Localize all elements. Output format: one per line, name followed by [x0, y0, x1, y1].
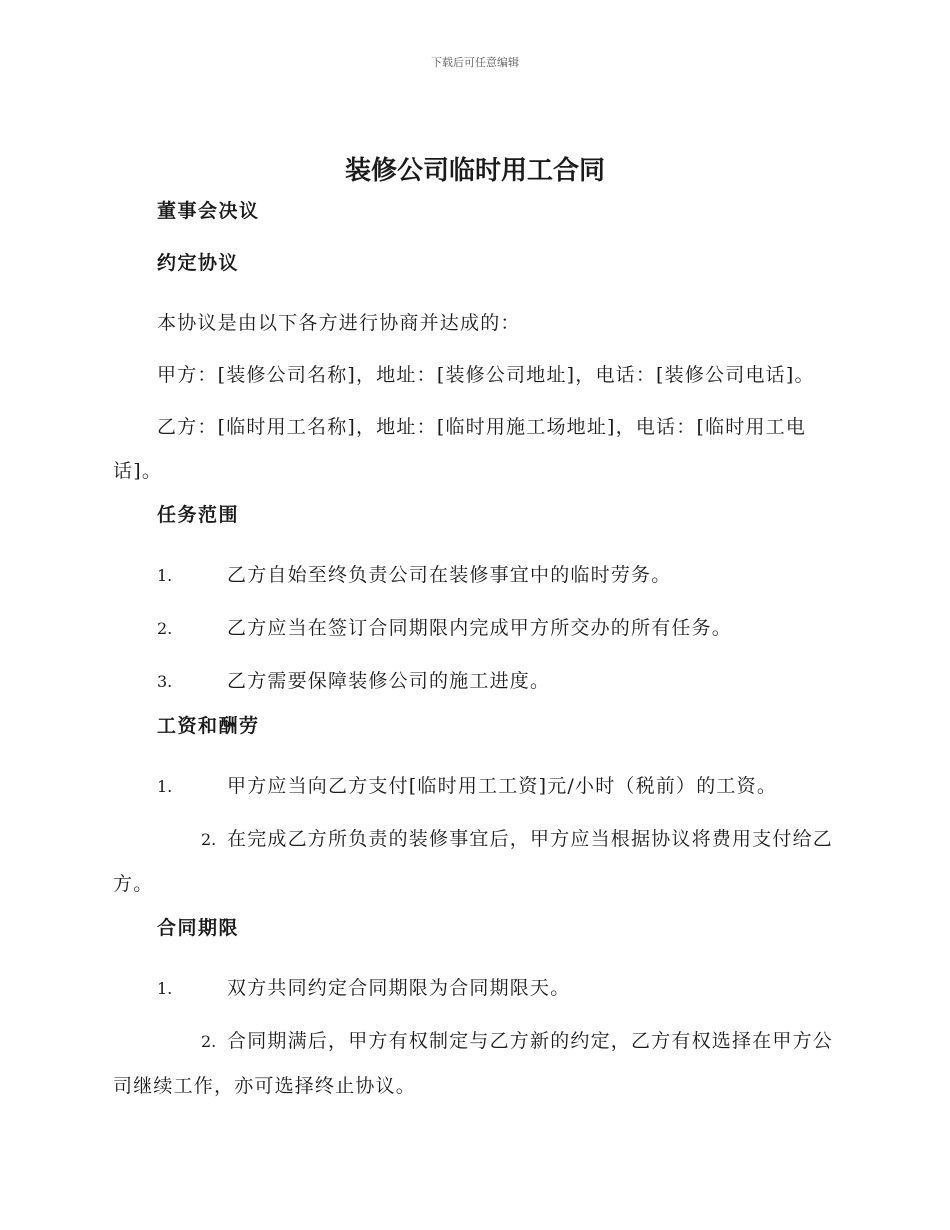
- list-text: 乙方自始至终负责公司在装修事宜中的临时劳务。: [227, 564, 672, 586]
- list-text: 乙方需要保障装修公司的施工进度。: [227, 670, 551, 692]
- document-title: 装修公司临时用工合同: [344, 156, 605, 186]
- list-item: [113, 606, 835, 651]
- list-number: 2.: [201, 830, 217, 849]
- list-item: [113, 817, 835, 906]
- list-item: [113, 1019, 835, 1108]
- heading-agreement: 约定协议: [157, 252, 240, 274]
- party-b-paragraph: 乙方：[临时用工名称]，地址：[临时用施工场地址]，电话：[临时用工电话]。: [113, 416, 807, 482]
- heading-task-scope: 任务范围: [157, 504, 240, 526]
- list-number: 1.: [157, 777, 173, 796]
- list-text: 甲方应当向乙方支付[临时用工工资]元/小时（税前）的工资。: [227, 775, 778, 797]
- list-item: [113, 764, 835, 809]
- list-item: [113, 659, 835, 704]
- heading-board-resolution: 董事会决议: [157, 200, 260, 222]
- party-a-paragraph: 甲方：[装修公司名称]，地址：[装修公司地址]，电话：[装修公司电话]。: [157, 364, 815, 386]
- list-text: 双方共同约定合同期限为合同期限天。: [227, 977, 571, 999]
- heading-contract-term: 合同期限: [157, 917, 240, 939]
- document-body: [113, 197, 835, 1116]
- intro-paragraph: 本协议是由以下各方进行协商并达成的：: [157, 312, 521, 334]
- heading-wages: 工资和酬劳: [157, 715, 260, 737]
- list-number: 2.: [201, 1032, 217, 1051]
- list-number: 1.: [157, 979, 173, 998]
- list-number: 2.: [157, 619, 173, 638]
- list-text: 在完成乙方所负责的装修事宜后，甲方应当根据协议将费用支付给乙方。: [113, 828, 834, 895]
- list-number: 1.: [157, 566, 173, 585]
- list-text: 乙方应当在签订合同期限内完成甲方所交办的所有任务。: [227, 617, 733, 639]
- list-item: [113, 553, 835, 598]
- page-header: 下载后可任意编辑: [431, 56, 519, 69]
- list-number: 3.: [157, 672, 173, 691]
- list-item: [113, 966, 835, 1011]
- list-text: 合同期满后，甲方有权制定与乙方新的约定，乙方有权选择在甲方公司继续工作，亦可选择终止协议。: [113, 1030, 834, 1097]
